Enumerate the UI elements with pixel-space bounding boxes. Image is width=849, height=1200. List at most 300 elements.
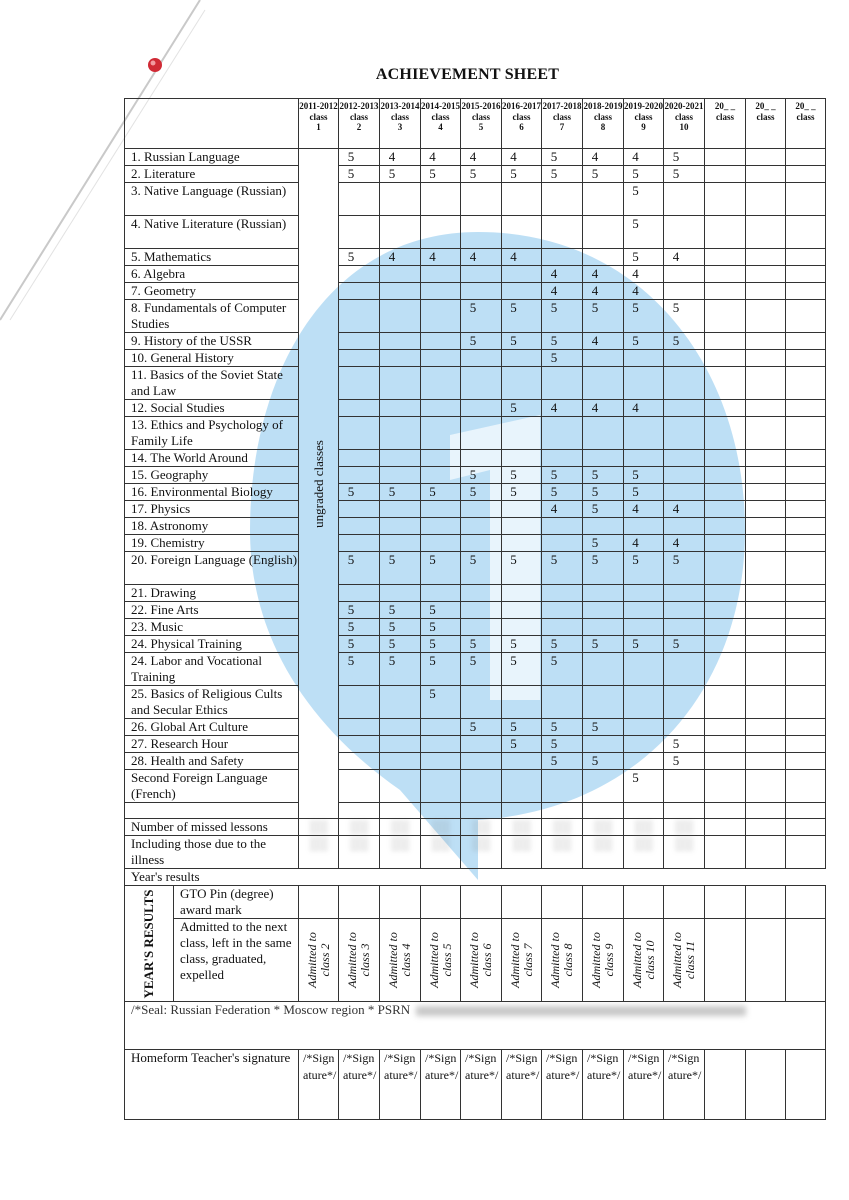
grade-cell — [583, 686, 624, 719]
seal-redacted — [416, 1006, 746, 1016]
grade-cell — [502, 400, 542, 417]
grade-cell — [705, 753, 746, 770]
grade-cell — [624, 653, 664, 686]
grade-cell — [624, 552, 664, 585]
illness-value: ░░ — [542, 836, 583, 869]
grade-cell — [583, 736, 624, 753]
grade-value: 4 — [388, 149, 396, 164]
gto-value — [786, 886, 826, 919]
grade-cell — [746, 653, 786, 686]
grade-cell — [502, 552, 542, 585]
grade-cell — [624, 367, 664, 400]
grade-value: 5 — [632, 636, 639, 651]
grade-cell — [746, 350, 786, 367]
grade-cell — [502, 300, 542, 333]
grade-cell — [380, 450, 421, 467]
grade-cell — [380, 183, 421, 216]
grade-value: 5 — [469, 333, 477, 348]
missed-lessons-value — [746, 819, 786, 836]
grade-cell — [380, 266, 421, 283]
grade-cell — [664, 350, 705, 367]
grade-cell — [502, 450, 542, 467]
grade-cell — [705, 736, 746, 753]
year-header-cls: class — [675, 111, 693, 122]
grade-cell — [421, 333, 461, 350]
grade-cell — [380, 552, 421, 585]
grade-cell — [461, 484, 502, 501]
year-header-years: 2013-2014 — [380, 101, 420, 111]
grade-cell — [583, 249, 624, 266]
gto-value — [299, 886, 339, 919]
grade-cell — [786, 653, 826, 686]
grade-cell — [624, 216, 664, 249]
grade-cell — [705, 602, 746, 619]
year-header-num: 6 — [519, 122, 524, 132]
spacer-cell — [583, 803, 624, 819]
grade-cell — [421, 736, 461, 753]
grade-cell — [380, 467, 421, 484]
admitted-cell — [583, 919, 624, 1002]
grade-cell — [583, 501, 624, 518]
subject-name: Second Foreign Language (French) — [125, 770, 299, 803]
grade-cell — [339, 770, 380, 803]
grade-cell — [583, 400, 624, 417]
grade-cell — [421, 535, 461, 552]
year-header-cls: class — [512, 111, 531, 122]
grade-value: 5 — [429, 484, 436, 499]
admitted-wrap — [461, 919, 501, 1001]
grade-cell — [746, 183, 786, 216]
grade-value: 4 — [550, 266, 558, 281]
grade-cell — [705, 770, 746, 803]
grade-cell — [421, 266, 461, 283]
grade-cell — [542, 535, 583, 552]
grade-cell — [461, 753, 502, 770]
grade-cell — [786, 619, 826, 636]
missed-lessons-value: ░░ — [664, 819, 705, 836]
grade-cell — [664, 266, 705, 283]
grade-cell — [664, 636, 705, 653]
year-header — [786, 99, 826, 149]
grade-cell — [542, 518, 583, 535]
grade-cell — [339, 467, 380, 484]
grade-cell — [583, 770, 624, 803]
grade-cell — [786, 450, 826, 467]
grade-cell — [502, 484, 542, 501]
grade-cell — [461, 350, 502, 367]
subject-name: 27. Research Hour — [125, 736, 299, 753]
grade-cell — [746, 367, 786, 400]
grade-cell — [461, 283, 502, 300]
subject-name: 21. Drawing — [125, 585, 299, 602]
grade-cell — [421, 636, 461, 653]
year-header-years: 2020-2021 — [664, 101, 704, 111]
grade-cell — [624, 400, 664, 417]
grade-cell — [461, 216, 502, 249]
grade-value: 5 — [347, 619, 355, 634]
grade-cell — [746, 736, 786, 753]
subject-name: 23. Music — [125, 619, 299, 636]
grade-cell — [461, 467, 502, 484]
grade-value: 5 — [550, 719, 558, 734]
grade-cell — [542, 552, 583, 585]
grade-cell — [421, 719, 461, 736]
grade-cell — [461, 300, 502, 333]
grade-cell — [664, 484, 705, 501]
year-header-years: 2017-2018 — [542, 101, 582, 111]
grade-cell — [786, 585, 826, 602]
grade-cell — [461, 636, 502, 653]
year-header-years: 2016-2017 — [502, 101, 541, 111]
subject-name: 24. Physical Training — [125, 636, 299, 653]
subject-name: 25. Basics of Religious Cults and Secular Ethics — [125, 686, 299, 719]
grade-value: 5 — [469, 166, 477, 181]
grade-cell — [705, 552, 746, 585]
admitted-value: Admitted to class 7 — [507, 932, 535, 988]
grade-value: 4 — [632, 400, 639, 415]
page-title: ACHIEVEMENT SHEET — [375, 66, 560, 83]
grade-cell — [542, 484, 583, 501]
grade-cell — [339, 400, 380, 417]
grade-value: 5 — [510, 484, 517, 499]
grade-cell — [624, 736, 664, 753]
achievement-table — [124, 98, 826, 1120]
grade-cell — [583, 149, 624, 166]
illness-value: ░░ — [299, 836, 339, 869]
admitted-cell — [299, 919, 339, 1002]
missed-lessons-value: ░░ — [461, 819, 502, 836]
grade-cell — [664, 736, 705, 753]
grade-value: 5 — [550, 653, 558, 668]
grade-cell — [502, 216, 542, 249]
grade-cell — [339, 183, 380, 216]
admitted-wrap — [380, 919, 420, 1001]
grade-cell — [786, 602, 826, 619]
grade-cell — [664, 653, 705, 686]
grade-cell — [542, 283, 583, 300]
grade-cell — [380, 166, 421, 183]
grade-cell — [705, 585, 746, 602]
grade-cell — [339, 535, 380, 552]
grade-cell — [339, 417, 380, 450]
grade-cell — [380, 770, 421, 803]
grade-cell — [664, 300, 705, 333]
grade-cell — [421, 753, 461, 770]
gto-value — [380, 886, 421, 919]
grade-cell — [339, 249, 380, 266]
grade-cell — [542, 417, 583, 450]
grade-cell — [786, 149, 826, 166]
grade-cell — [664, 467, 705, 484]
grade-cell — [583, 585, 624, 602]
gto-value — [461, 886, 502, 919]
admitted-cell — [380, 919, 421, 1002]
grade-cell — [502, 753, 542, 770]
gto-value — [746, 886, 786, 919]
grade-cell — [339, 367, 380, 400]
grade-cell — [786, 552, 826, 585]
grade-cell — [624, 585, 664, 602]
signature-cell: /*Signature*/ — [664, 1050, 705, 1120]
grade-cell — [583, 300, 624, 333]
grade-cell — [664, 166, 705, 183]
grade-value: 5 — [632, 166, 639, 181]
grade-cell — [461, 249, 502, 266]
grade-cell — [746, 249, 786, 266]
admitted-value: Admitted to class 6 — [467, 932, 494, 988]
year-header-cls: class — [756, 111, 775, 122]
grade-cell — [746, 753, 786, 770]
year-header-cls: class — [716, 111, 734, 122]
grade-cell — [664, 367, 705, 400]
grade-value: 5 — [672, 333, 680, 348]
year-header-cls: class — [594, 111, 612, 122]
grade-cell — [421, 400, 461, 417]
admitted-cell — [786, 919, 826, 1002]
grade-value: 5 — [632, 552, 639, 567]
grade-cell — [746, 283, 786, 300]
illness-value: ░░ — [624, 836, 664, 869]
grade-cell — [746, 552, 786, 585]
missed-lessons-value: ░░ — [502, 819, 542, 836]
grade-cell — [339, 450, 380, 467]
grade-cell — [624, 602, 664, 619]
grade-cell — [705, 300, 746, 333]
illness-value: ░░ — [664, 836, 705, 869]
grade-cell — [624, 266, 664, 283]
grade-cell — [502, 585, 542, 602]
grade-value: 5 — [429, 636, 436, 651]
grade-cell — [421, 686, 461, 719]
grade-value: 4 — [469, 149, 477, 164]
gto-value — [624, 886, 664, 919]
gto-value — [705, 886, 746, 919]
subject-name: 20. Foreign Language (English) — [125, 552, 299, 585]
spacer-cell — [125, 803, 299, 819]
illness-value: ░░ — [339, 836, 380, 869]
grade-value: 5 — [591, 300, 599, 315]
grade-cell — [339, 719, 380, 736]
grade-cell — [542, 400, 583, 417]
grade-cell — [380, 686, 421, 719]
grade-cell — [664, 719, 705, 736]
grade-value: 5 — [591, 501, 599, 516]
gto-value — [421, 886, 461, 919]
grade-cell — [461, 719, 502, 736]
grade-value: 5 — [591, 552, 599, 567]
grade-value: 4 — [429, 249, 436, 264]
grade-cell — [583, 417, 624, 450]
grade-cell — [705, 283, 746, 300]
grade-value: 5 — [510, 333, 517, 348]
grade-cell — [380, 149, 421, 166]
grade-cell — [746, 686, 786, 719]
admitted-label: Admitted to the next class, left in the same class, graduated, expelled — [180, 919, 292, 982]
seal-cell — [125, 1002, 826, 1050]
spacer-cell — [380, 803, 421, 819]
grade-cell — [380, 501, 421, 518]
subject-name: 11. Basics of the Soviet State and Law — [125, 367, 299, 400]
grade-cell — [380, 300, 421, 333]
grade-cell — [542, 300, 583, 333]
grade-cell — [664, 183, 705, 216]
illness-value: ░░ — [461, 836, 502, 869]
grade-cell — [583, 653, 624, 686]
grade-cell — [786, 736, 826, 753]
grade-cell — [339, 619, 380, 636]
grade-cell — [502, 770, 542, 803]
grade-cell — [624, 636, 664, 653]
missed-lessons-value — [786, 819, 826, 836]
grade-value: 5 — [632, 333, 639, 348]
grade-cell — [746, 484, 786, 501]
grade-value: 5 — [672, 753, 680, 768]
grade-cell — [786, 417, 826, 450]
admitted-wrap — [421, 919, 460, 1001]
year-header-cls: class — [553, 111, 571, 122]
grade-cell — [746, 300, 786, 333]
year-header-cls: class — [431, 111, 450, 122]
grade-cell — [664, 216, 705, 249]
grade-cell — [339, 518, 380, 535]
grade-cell — [583, 619, 624, 636]
grade-value: 5 — [388, 552, 396, 567]
spacer-cell — [461, 803, 502, 819]
grade-cell — [339, 602, 380, 619]
grade-cell — [542, 249, 583, 266]
grade-cell — [421, 283, 461, 300]
grade-value: 5 — [550, 736, 558, 751]
grade-value: 5 — [510, 166, 517, 181]
grade-cell — [624, 535, 664, 552]
admitted-cell — [542, 919, 583, 1002]
year-header-years: 2018-2019 — [583, 101, 623, 111]
admitted-cell — [339, 919, 380, 1002]
signature-cell: /*Signature*/ — [421, 1050, 461, 1120]
year-header-years: 2019-2020 — [624, 101, 663, 111]
grade-cell — [705, 149, 746, 166]
grade-cell — [786, 467, 826, 484]
grade-cell — [786, 535, 826, 552]
year-header-years: 20_ _ — [714, 101, 736, 111]
grade-cell — [583, 467, 624, 484]
grade-value: 5 — [347, 602, 355, 617]
grade-value: 5 — [510, 300, 517, 315]
grade-value: 5 — [429, 602, 436, 617]
grade-cell — [786, 770, 826, 803]
years-results-side-label: YEAR'S RESULTS — [141, 889, 156, 998]
grade-cell — [461, 585, 502, 602]
grade-cell — [380, 283, 421, 300]
grade-cell — [502, 501, 542, 518]
grade-cell — [705, 367, 746, 400]
missed-lessons-value: ░░ — [421, 819, 461, 836]
grade-cell — [542, 149, 583, 166]
grade-value: 5 — [510, 467, 517, 482]
grade-cell — [421, 350, 461, 367]
illness-label: Including those due to the illness — [125, 836, 299, 869]
grade-cell — [624, 753, 664, 770]
grade-value: 5 — [550, 350, 558, 365]
grade-value: 4 — [550, 283, 558, 298]
grade-cell — [502, 736, 542, 753]
grade-cell — [421, 216, 461, 249]
grade-cell — [746, 619, 786, 636]
grade-cell — [542, 166, 583, 183]
year-header — [664, 99, 705, 149]
grade-cell — [705, 686, 746, 719]
illness-value — [786, 836, 826, 869]
grade-cell — [461, 166, 502, 183]
grade-cell — [664, 417, 705, 450]
grade-cell — [705, 216, 746, 249]
grade-cell — [624, 450, 664, 467]
grade-cell — [339, 333, 380, 350]
grade-value: 5 — [469, 484, 477, 499]
year-header — [705, 99, 746, 149]
grade-value: 5 — [347, 166, 355, 181]
grade-cell — [461, 501, 502, 518]
subject-name: 13. Ethics and Psychology of Family Life — [125, 417, 299, 450]
grade-cell — [705, 535, 746, 552]
grade-cell — [746, 535, 786, 552]
grade-cell — [542, 266, 583, 283]
year-header — [542, 99, 583, 149]
grade-cell — [624, 249, 664, 266]
year-header-cls: class — [634, 111, 653, 122]
grade-cell — [461, 653, 502, 686]
grade-cell — [339, 585, 380, 602]
illness-value — [746, 836, 786, 869]
grade-cell — [664, 400, 705, 417]
grade-cell — [624, 166, 664, 183]
grade-cell — [461, 450, 502, 467]
grade-cell — [746, 400, 786, 417]
year-header-years: 20_ _ — [795, 101, 816, 111]
grade-cell — [380, 602, 421, 619]
grade-cell — [705, 166, 746, 183]
illness-value: ░░ — [380, 836, 421, 869]
year-header — [461, 99, 502, 149]
grade-value: 5 — [469, 300, 477, 315]
grade-value: 4 — [550, 501, 558, 516]
grade-cell — [664, 149, 705, 166]
grade-value: 4 — [388, 249, 396, 264]
grade-cell — [664, 602, 705, 619]
grade-cell — [786, 283, 826, 300]
grade-cell — [746, 585, 786, 602]
subject-name: 14. The World Around — [125, 450, 299, 467]
spacer-cell — [746, 803, 786, 819]
grade-cell — [583, 753, 624, 770]
grade-cell — [746, 501, 786, 518]
subject-name: 19. Chemistry — [125, 535, 299, 552]
signature-cell: /*Signature*/ — [461, 1050, 502, 1120]
grade-cell — [583, 552, 624, 585]
grade-value: 5 — [672, 736, 680, 751]
admitted-wrap — [299, 919, 338, 1001]
grade-value: 5 — [632, 770, 639, 785]
grade-value: 5 — [510, 552, 517, 567]
grade-value: 5 — [347, 636, 355, 651]
grade-cell — [583, 535, 624, 552]
grade-cell — [502, 602, 542, 619]
grade-cell — [542, 653, 583, 686]
grade-cell — [542, 753, 583, 770]
grade-cell — [461, 333, 502, 350]
grade-cell — [786, 333, 826, 350]
admitted-wrap — [624, 919, 663, 1001]
